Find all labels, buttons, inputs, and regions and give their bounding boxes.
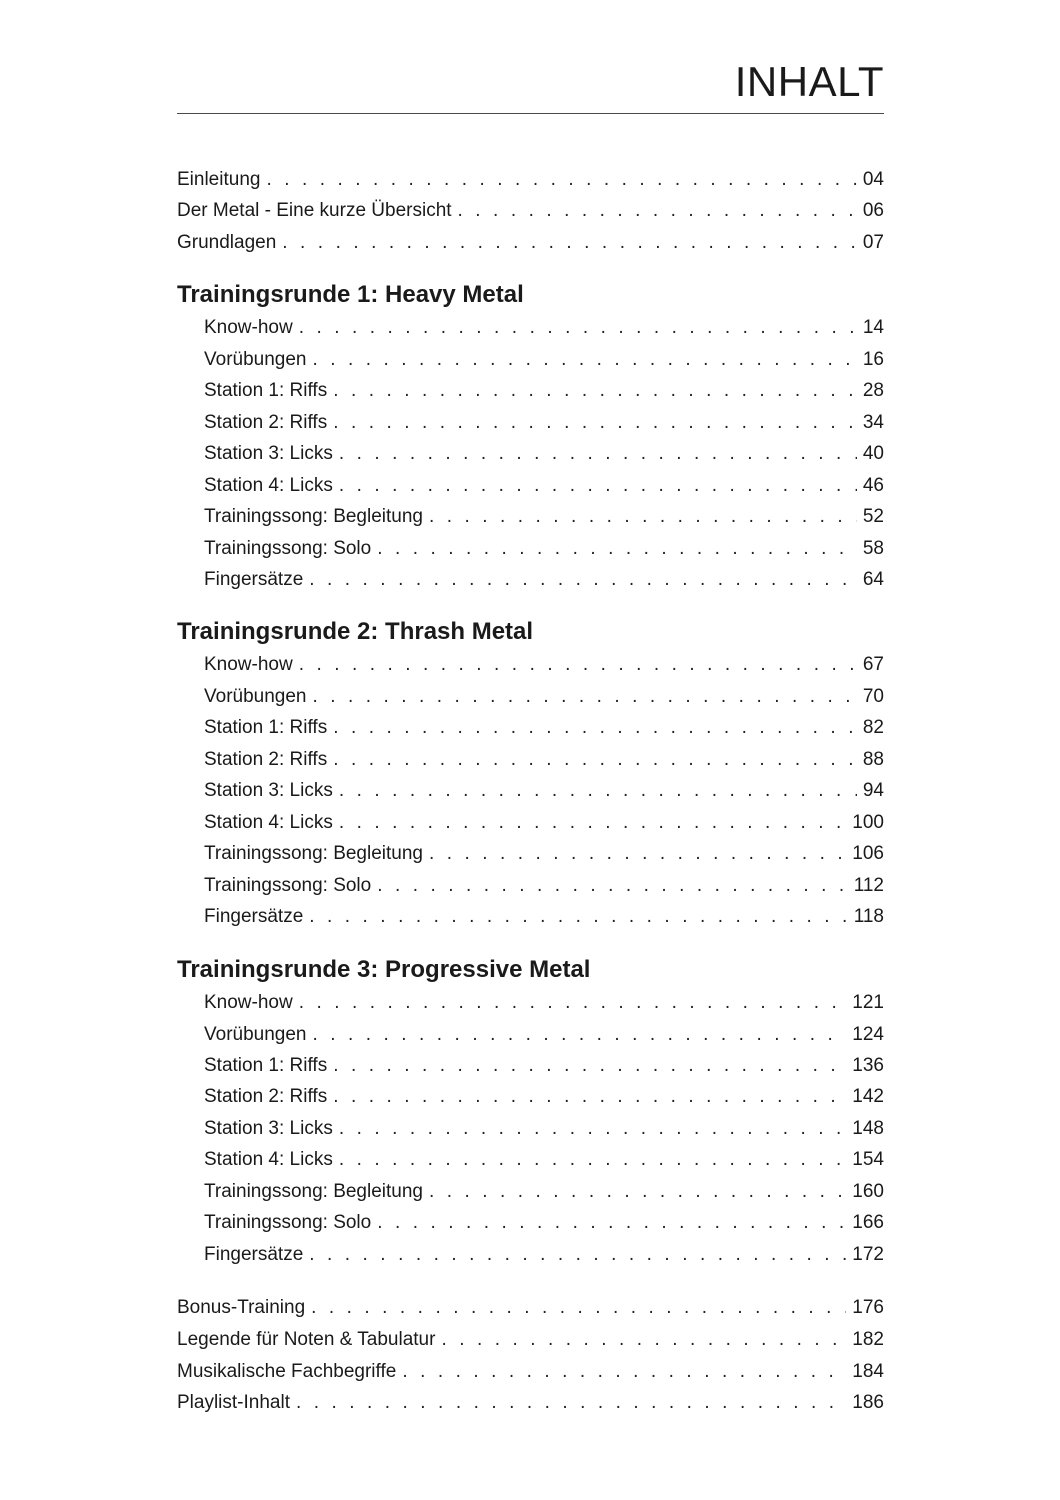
toc-entry-page: 67 xyxy=(862,654,884,675)
dot-leader xyxy=(458,196,857,226)
section-heading: Trainingsrunde 3: Progressive Metal xyxy=(177,956,591,983)
dot-leader xyxy=(311,1293,846,1323)
toc-entry[interactable] xyxy=(204,1177,884,1207)
toc-entry[interactable] xyxy=(204,902,884,932)
toc-entry-page: 154 xyxy=(852,1149,884,1170)
toc-entry[interactable] xyxy=(204,1145,884,1175)
toc-entry-intro[interactable] xyxy=(177,228,884,258)
toc-entry-appendix[interactable] xyxy=(177,1357,884,1387)
toc-entry-label: Station 2: Riffs xyxy=(204,749,328,770)
toc-entry-page: 186 xyxy=(852,1392,884,1413)
toc-entry-label: Trainingssong: Begleitung xyxy=(204,506,423,527)
dot-leader xyxy=(377,534,857,564)
dot-leader xyxy=(313,345,857,375)
toc-entry-page: 166 xyxy=(852,1212,884,1233)
toc-entry-label: Bonus-Training xyxy=(177,1297,306,1318)
toc-entry-page: 142 xyxy=(852,1086,884,1107)
toc-entry-page: 40 xyxy=(862,443,884,464)
dot-leader xyxy=(429,502,857,532)
toc-entry-page: 58 xyxy=(862,538,884,559)
section-heading: Trainingsrunde 2: Thrash Metal xyxy=(177,618,534,645)
toc-entry[interactable] xyxy=(204,502,884,532)
dot-leader xyxy=(441,1325,846,1355)
dot-leader xyxy=(339,1114,846,1144)
toc-entry-label: Vorübungen xyxy=(204,349,307,370)
toc-entry-intro[interactable] xyxy=(177,196,884,226)
toc-entry-page: 124 xyxy=(852,1024,884,1045)
toc-entry-label: Der Metal - Eine kurze Übersicht xyxy=(177,200,452,221)
toc-entry[interactable] xyxy=(204,471,884,501)
dot-leader xyxy=(309,1240,846,1270)
dot-leader xyxy=(333,1051,846,1081)
toc-entry[interactable] xyxy=(204,745,884,775)
toc-entry-page: 88 xyxy=(862,749,884,770)
toc-entry[interactable] xyxy=(204,1208,884,1238)
dot-leader xyxy=(333,1082,846,1112)
toc-entry-appendix[interactable] xyxy=(177,1293,884,1323)
toc-entry-label: Station 1: Riffs xyxy=(204,380,328,401)
toc-entry-label: Station 4: Licks xyxy=(204,475,333,496)
dot-leader xyxy=(429,1177,846,1207)
toc-entry-label: Station 2: Riffs xyxy=(204,1086,328,1107)
toc-entry-label: Grundlagen xyxy=(177,232,277,253)
dot-leader xyxy=(333,376,857,406)
toc-entry-label: Station 1: Riffs xyxy=(204,717,328,738)
toc-entry-page: 176 xyxy=(852,1297,884,1318)
toc-entry-page: 172 xyxy=(852,1244,884,1265)
dot-leader xyxy=(282,228,857,258)
toc-entry-page: 121 xyxy=(852,992,884,1013)
toc-entry-page: 46 xyxy=(862,475,884,496)
toc-entry-label: Fingersätze xyxy=(204,569,304,590)
toc-entry-page: 04 xyxy=(862,169,884,190)
toc-entry[interactable] xyxy=(204,871,884,901)
dot-leader xyxy=(313,682,857,712)
toc-entry[interactable] xyxy=(204,1082,884,1112)
toc-entry-label: Vorübungen xyxy=(204,1024,307,1045)
toc-entry[interactable] xyxy=(204,408,884,438)
dot-leader xyxy=(266,165,856,195)
toc-entry-page: 160 xyxy=(852,1181,884,1202)
toc-entry[interactable] xyxy=(204,713,884,743)
toc-entry[interactable] xyxy=(204,1240,884,1270)
toc-entry-page: 34 xyxy=(862,412,884,433)
toc-entry-appendix[interactable] xyxy=(177,1388,884,1418)
toc-entry[interactable] xyxy=(204,650,884,680)
toc-entry-label: Musikalische Fachbegriffe xyxy=(177,1361,397,1382)
toc-entry-label: Einleitung xyxy=(177,169,261,190)
toc-entry-page: 148 xyxy=(852,1118,884,1139)
toc-entry-label: Know-how xyxy=(204,992,293,1013)
toc-entry-label: Know-how xyxy=(204,317,293,338)
toc-entry-page: 112 xyxy=(853,875,884,896)
toc-entry-page: 182 xyxy=(852,1329,884,1350)
toc-entry[interactable] xyxy=(204,682,884,712)
dot-leader xyxy=(313,1020,847,1050)
toc-entry-label: Station 4: Licks xyxy=(204,1149,333,1170)
toc-entry-page: 14 xyxy=(862,317,884,338)
toc-entry[interactable] xyxy=(204,776,884,806)
toc-entry-label: Station 3: Licks xyxy=(204,780,333,801)
toc-entry-label: Station 3: Licks xyxy=(204,1118,333,1139)
toc-entry-page: 118 xyxy=(853,906,884,927)
page-title: INHALT xyxy=(734,58,884,105)
toc-entry-label: Trainingssong: Solo xyxy=(204,538,372,559)
dot-leader xyxy=(429,839,846,869)
section-heading: Trainingsrunde 1: Heavy Metal xyxy=(177,281,524,308)
toc-entry-label: Station 2: Riffs xyxy=(204,412,328,433)
dot-leader xyxy=(299,313,857,343)
toc-entry-page: 28 xyxy=(862,380,884,401)
dot-leader xyxy=(402,1357,846,1387)
toc-entry[interactable] xyxy=(204,534,884,564)
toc-entry-page: 136 xyxy=(852,1055,884,1076)
toc-entry[interactable] xyxy=(204,808,884,838)
toc-entry[interactable] xyxy=(204,565,884,595)
toc-entry-page: 06 xyxy=(862,200,884,221)
title-divider xyxy=(177,113,884,114)
toc-entry-page: 07 xyxy=(862,232,884,253)
toc-entry-label: Station 1: Riffs xyxy=(204,1055,328,1076)
dot-leader xyxy=(339,808,846,838)
dot-leader xyxy=(339,439,857,469)
toc-entry-page: 106 xyxy=(852,843,884,864)
toc-entry-label: Trainingssong: Solo xyxy=(204,1212,372,1233)
toc-entry-label: Station 4: Licks xyxy=(204,812,333,833)
toc-entry[interactable] xyxy=(204,345,884,375)
toc-entry[interactable] xyxy=(204,1020,884,1050)
toc-entry[interactable] xyxy=(204,376,884,406)
toc-entry[interactable] xyxy=(204,1114,884,1144)
dot-leader xyxy=(296,1388,846,1418)
toc-entry-page: 100 xyxy=(852,812,884,833)
dot-leader xyxy=(339,471,857,501)
toc-entry-page: 82 xyxy=(862,717,884,738)
toc-entry-label: Playlist-Inhalt xyxy=(177,1392,290,1413)
toc-entry[interactable] xyxy=(204,988,884,1018)
toc-entry-page: 52 xyxy=(862,506,884,527)
toc-entry-appendix[interactable] xyxy=(177,1325,884,1355)
dot-leader xyxy=(377,1208,846,1238)
toc-entry[interactable] xyxy=(204,839,884,869)
dot-leader xyxy=(299,988,847,1018)
dot-leader xyxy=(299,650,857,680)
toc-entry-label: Trainingssong: Solo xyxy=(204,875,372,896)
toc-entry-label: Know-how xyxy=(204,654,293,675)
toc-entry-label: Vorübungen xyxy=(204,686,307,707)
toc-entry[interactable] xyxy=(204,1051,884,1081)
toc-entry[interactable] xyxy=(204,439,884,469)
dot-leader xyxy=(333,745,857,775)
dot-leader xyxy=(309,902,847,932)
toc-entry-page: 16 xyxy=(862,349,884,370)
toc-entry-label: Fingersätze xyxy=(204,906,304,927)
dot-leader xyxy=(339,776,857,806)
dot-leader xyxy=(309,565,857,595)
toc-entry-page: 64 xyxy=(862,569,884,590)
toc-entry-page: 184 xyxy=(852,1361,884,1382)
dot-leader xyxy=(377,871,847,901)
toc-entry-intro[interactable] xyxy=(177,165,884,195)
toc-entry-label: Trainingssong: Begleitung xyxy=(204,843,423,864)
toc-entry-label: Legende für Noten & Tabulatur xyxy=(177,1329,436,1350)
dot-leader xyxy=(339,1145,846,1175)
toc-entry-label: Station 3: Licks xyxy=(204,443,333,464)
toc-entry-label: Trainingssong: Begleitung xyxy=(204,1181,423,1202)
toc-entry-page: 70 xyxy=(862,686,884,707)
toc-entry-label: Fingersätze xyxy=(204,1244,304,1265)
dot-leader xyxy=(333,408,857,438)
toc-entry-page: 94 xyxy=(862,780,884,801)
dot-leader xyxy=(333,713,857,743)
toc-entry[interactable] xyxy=(204,313,884,343)
